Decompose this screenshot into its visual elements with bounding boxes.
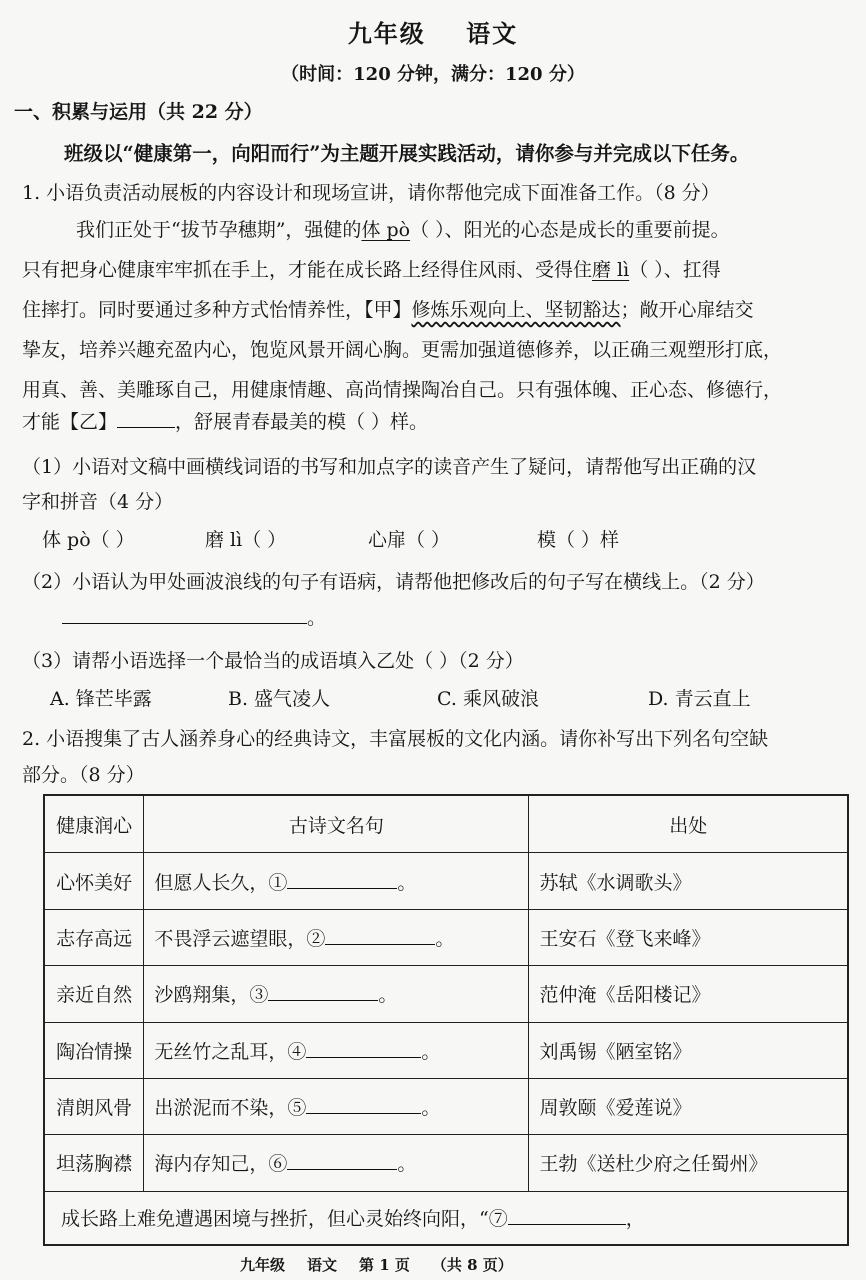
section-theme: 班级以“健康第一，向阳而行”为主题开展实践活动，请你参与并完成以下任务。 <box>64 142 750 165</box>
section-heading: 一、积累与运用（共 22 分） <box>14 101 263 123</box>
answer-blank[interactable] <box>268 1000 378 1001</box>
table-row: 心怀美好 但愿人长久，① 。 苏轼《水调歌头》 <box>44 853 848 909</box>
poem-table <box>43 794 849 1246</box>
passage-line-1: 我们正处于“拔节孕穗期”，强健的体 pò（ ）、阳光的心态是成长的重要前提。 <box>76 219 730 241</box>
option-a: A. 锋芒毕露 <box>50 688 152 710</box>
option-c: C. 乘风破浪 <box>437 688 539 710</box>
answer-line: 。 <box>62 603 326 630</box>
wavy-underlined-sentence: 修炼乐观向上、坚韧豁达 <box>411 299 621 321</box>
sub-question-3: （3）请帮小语选择一个最恰当的成语填入乙处（ ）（2 分） <box>22 650 524 672</box>
page-title: 九年级 语文 <box>347 19 519 48</box>
table-row: 陶冶情操 无丝竹之乱耳，④ 。 刘禹锡《陋室铭》 <box>44 1022 848 1078</box>
passage-line-2: 只有把身心健康牢牢抓在手上，才能在成长路上经得住风雨、受得住磨 lì（ ）、扛得 <box>22 259 721 281</box>
table-header-row <box>44 795 848 853</box>
table-row: 清朗风骨 出淤泥而不染，⑤ 。 周敦颐《爱莲说》 <box>44 1078 848 1134</box>
sub-question-1: （1）小语对文稿中画横线词语的书写和加点字的读音产生了疑问，请帮他写出正确的汉 <box>22 456 757 478</box>
passage-line-6: 才能【乙】 ，舒展青春最美的模（ ）样。 <box>22 411 429 433</box>
answer-blank[interactable] <box>287 888 397 889</box>
table-row: 志存高远 不畏浮云遮望眼，② 。 王安石《登飞来峰》 <box>44 909 848 965</box>
table-row-summary: 成长路上难免遭遇困境与挫折，但心灵始终向阳，“⑦ ， <box>44 1191 848 1245</box>
sub-question-2: （2）小语认为甲处画波浪线的句子有语病，请帮他把修改后的句子写在横线上。（2 分） <box>22 571 765 593</box>
answer-item: 体 pò（ ） <box>42 529 135 551</box>
answer-blank[interactable] <box>287 1169 397 1170</box>
answer-item: 心扉（ ） <box>368 529 451 551</box>
answer-item: 模（ ）样 <box>537 529 620 551</box>
answer-blank[interactable] <box>117 427 175 428</box>
table-header: 出处 <box>529 795 848 853</box>
answer-blank[interactable] <box>325 944 435 945</box>
question-2-stem-cont: 部分。（8 分） <box>22 764 145 786</box>
underlined-word: 体 pò <box>361 219 411 241</box>
answer-blank[interactable] <box>306 1057 421 1058</box>
answer-blank[interactable] <box>508 1224 626 1225</box>
page-footer: 九年级 语文 第 1 页 （共 8 页） <box>240 1256 513 1274</box>
table-row: 亲近自然 沙鸥翔集，③ 。 范仲淹《岳阳楼记》 <box>44 966 848 1022</box>
passage-line-3: 住摔打。同时要通过多种方式怡情养性，【甲】修炼乐观向上、坚韧豁达；敞开心扉结交 <box>22 299 754 321</box>
option-b: B. 盛气凌人 <box>228 688 331 710</box>
answer-item: 磨 lì（ ） <box>205 529 287 551</box>
answer-blank[interactable] <box>306 1113 421 1114</box>
option-d: D. 青云直上 <box>648 688 751 710</box>
underlined-word: 磨 lì <box>592 259 630 281</box>
sub-question-1-cont: 字和拼音（4 分） <box>22 491 174 513</box>
question-2-stem: 2. 小语搜集了古人涵养身心的经典诗文，丰富展板的文化内涵。请你补写出下列名句空缺 <box>22 728 769 750</box>
passage-line-5: 用真、善、美雕琢自己，用健康情趣、高尚情操陶冶自己。只有强体魄、正心态、修德行， <box>22 379 783 401</box>
passage-line-4: 挚友，培养兴趣充盈内心，饱览风景开阔心胸。更需加强道德修养，以正确三观塑形打底， <box>22 339 783 361</box>
table-header: 健康润心 <box>44 795 144 853</box>
question-1-stem: 1. 小语负责活动展板的内容设计和现场宣讲，请你帮他完成下面准备工作。（8 分） <box>22 182 720 204</box>
table-header: 古诗文名句 <box>144 795 529 853</box>
answer-blank[interactable] <box>62 623 307 624</box>
table-row: 坦荡胸襟 海内存知己，⑥ 。 王勃《送杜少府之任蜀州》 <box>44 1135 848 1191</box>
exam-info: （时间：120 分钟，满分：120 分） <box>281 64 585 85</box>
